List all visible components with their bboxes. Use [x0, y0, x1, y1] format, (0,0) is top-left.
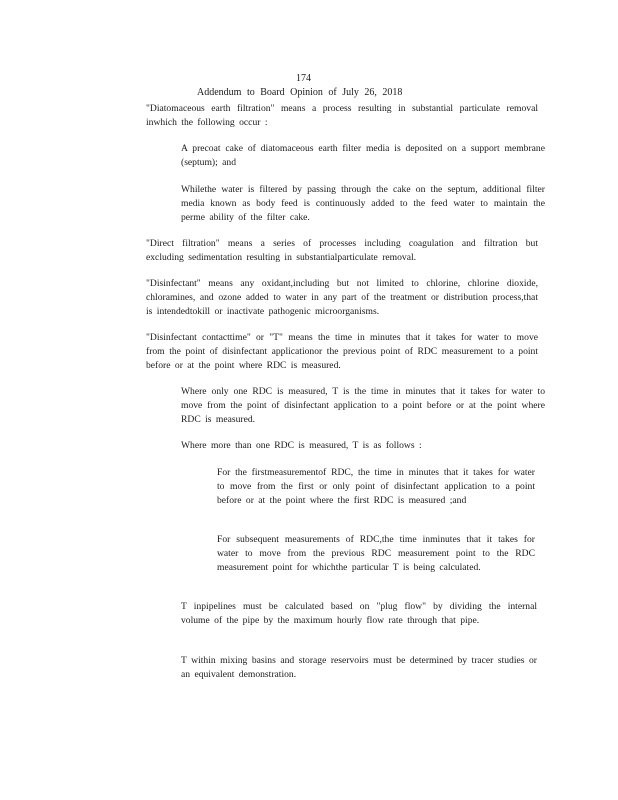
- paragraph-t-in-pipelines: T inpipelines must be calculated based on "plug flow" by dividing the internal volume of the pipe by the maximum hourly flow rate through that pipe.: [181, 601, 537, 626]
- sub-item-precoat-cake: A precoat cake of diatomaceous earth filter media is deposited on a support membrane (septum); and: [181, 143, 545, 168]
- definition-disinfectant: "Disinfectant" means any oxidant,including but not limited to chlorine, chlorine dioxide, chloramines, and ozone added to water in any part of the treatment or distribution process,that is intendedtokill or inactivate pathogenic microorganisms.: [146, 278, 538, 317]
- sub-sub-item-subsequent-measurements: For subsequent measurements of RDC,the time inminutes that it takes for water to move from the previous RDC measurement point to the RDC measurement point for whichthe particular T is being calculated.: [217, 534, 535, 573]
- page-header: Addendum to Board Opinion of July 26, 2018: [197, 87, 403, 98]
- sub-item-body-feed: Whilethe water is filtered by passing through the cake on the septum, additional filter media known as body feed is continuously added to the feed water to maintain the perme ability of the filter cake.: [181, 184, 545, 223]
- definition-diatomaceous-earth-filtration: "Diatomaceous earth filtration" means a process resulting in substantial particulate removal inwhich the following occur :: [146, 103, 538, 128]
- sub-sub-item-first-measurement: For the firstmeasurementof RDC, the time in minutes that it takes for water to move from the first or only point of disinfectant application to a point before or at the point where the first RDC is measured ;and: [217, 467, 535, 506]
- definition-disinfectant-contact-time: "Disinfectant contacttime" or "T" means the time in minutes that it takes for water to move from the point of disinfectant applicationor the previous point of RDC measurement to a point before or at the point where RDC is measured.: [146, 332, 538, 371]
- sub-item-one-rdc: Where only one RDC is measured, T is the time in minutes that it takes for water to move from the point of disinfectant application to a point before or at the point where RDC is measured.: [181, 386, 545, 425]
- page-number: 174: [296, 73, 311, 84]
- definition-direct-filtration: "Direct filtration" means a series of processes including coagulation and filtration but excluding sedimentation resulting in substantialparticulate removal.: [146, 238, 538, 263]
- sub-item-more-than-one-rdc: Where more than one RDC is measured, T is as follows :: [181, 440, 422, 451]
- paragraph-t-within-basins: T within mixing basins and storage reservoirs must be determined by tracer studies or an equivalent demonstration.: [181, 655, 537, 680]
